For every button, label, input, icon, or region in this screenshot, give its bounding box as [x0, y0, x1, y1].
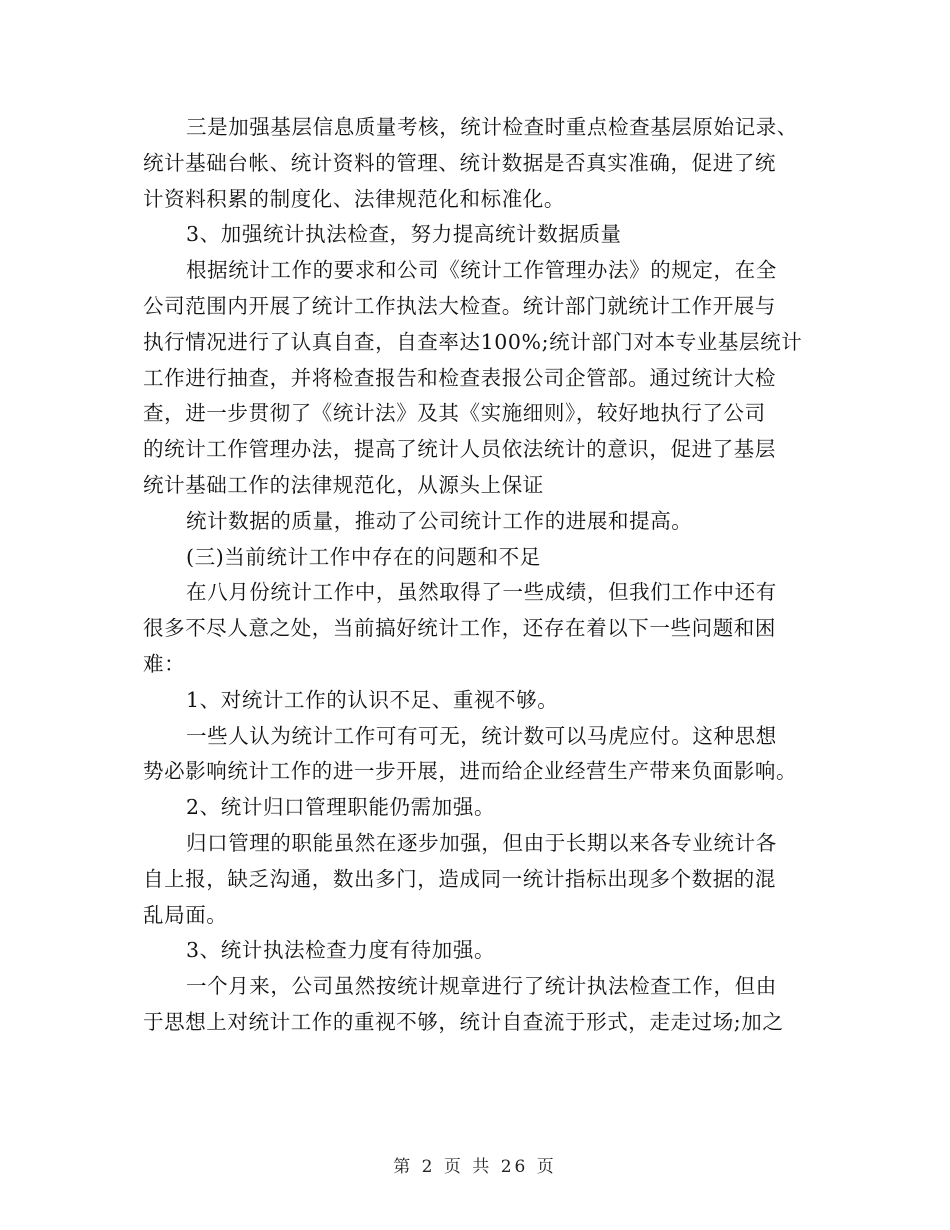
text-line: 3、统计执法检查力度有待加强。 [186, 938, 496, 963]
text-line: 工作进行抽查，并将检查报告和检查表报公司企管部。通过统计大检 [143, 365, 776, 390]
text-line: 归口管理的职能虽然在逐步加强，但由于长期以来各专业统计各 [186, 830, 777, 855]
text-line: 一些人认为统计工作可有可无，统计数可以马虎应付。这种思想 [186, 723, 777, 748]
text-line: 查，进一步贯彻了《统计法》及其《实施细则》，较好地执行了公司 [143, 401, 766, 426]
text-line: 一个月来，公司虽然按统计规章进行了统计执法检查工作，但由 [186, 974, 777, 999]
text-line: 难： [143, 651, 186, 676]
text-line: 统计基础工作的法律规范化，从源头上保证 [143, 472, 544, 497]
document-body [143, 110, 808, 1041]
text-line: 乱局面。 [143, 902, 228, 927]
text-line: 统计数据的质量，推动了公司统计工作的进展和提高。 [186, 508, 693, 533]
page-footer: 第 2 页 共 26 页 [393, 1157, 557, 1177]
text-line: (三)当前统计工作中存在的问题和不足 [186, 544, 541, 569]
text-line: 3、加强统计执法检查，努力提高统计数据质量 [186, 222, 622, 247]
text-line: 的统计工作管理办法，提高了统计人员依法统计的意识，促进了基层 [143, 437, 776, 462]
text-line: 三是加强基层信息质量考核，统计检查时重点检查基层原始记录、 [186, 115, 798, 139]
text-line: 很多不尽人意之处，当前搞好统计工作，还存在着以下一些问题和困 [143, 616, 776, 641]
text-line: 于思想上对统计工作的重视不够，统计自查流于形式，走走过场;加之 [143, 1009, 784, 1034]
text-line: 在八月份统计工作中，虽然取得了一些成绩，但我们工作中还有 [186, 580, 777, 605]
text-line: 执行情况进行了认真自查，自查率达100%;统计部门对本专业基层统计 [143, 329, 803, 354]
text-line: 统计基础台帐、统计资料的管理、统计数据是否真实准确，促进了统 [143, 150, 776, 175]
text-line: 公司范围内开展了统计工作执法大检查。统计部门就统计工作开展与 [143, 293, 776, 318]
text-line: 根据统计工作的要求和公司《统计工作管理办法》的规定，在全 [186, 258, 777, 283]
text-line: 2、统计归口管理职能仍需加强。 [186, 795, 496, 820]
text-line: 1、对统计工作的认识不足、重视不够。 [186, 687, 559, 712]
text-line: 势必影响统计工作的进一步开展，进而给企业经营生产带来负面影响。 [143, 759, 798, 784]
text-line: 自上报，缺乏沟通，数出多门，造成同一统计指标出现多个数据的混 [143, 866, 776, 891]
text-line: 计资料积累的制度化、法律规范化和标准化。 [143, 186, 565, 211]
